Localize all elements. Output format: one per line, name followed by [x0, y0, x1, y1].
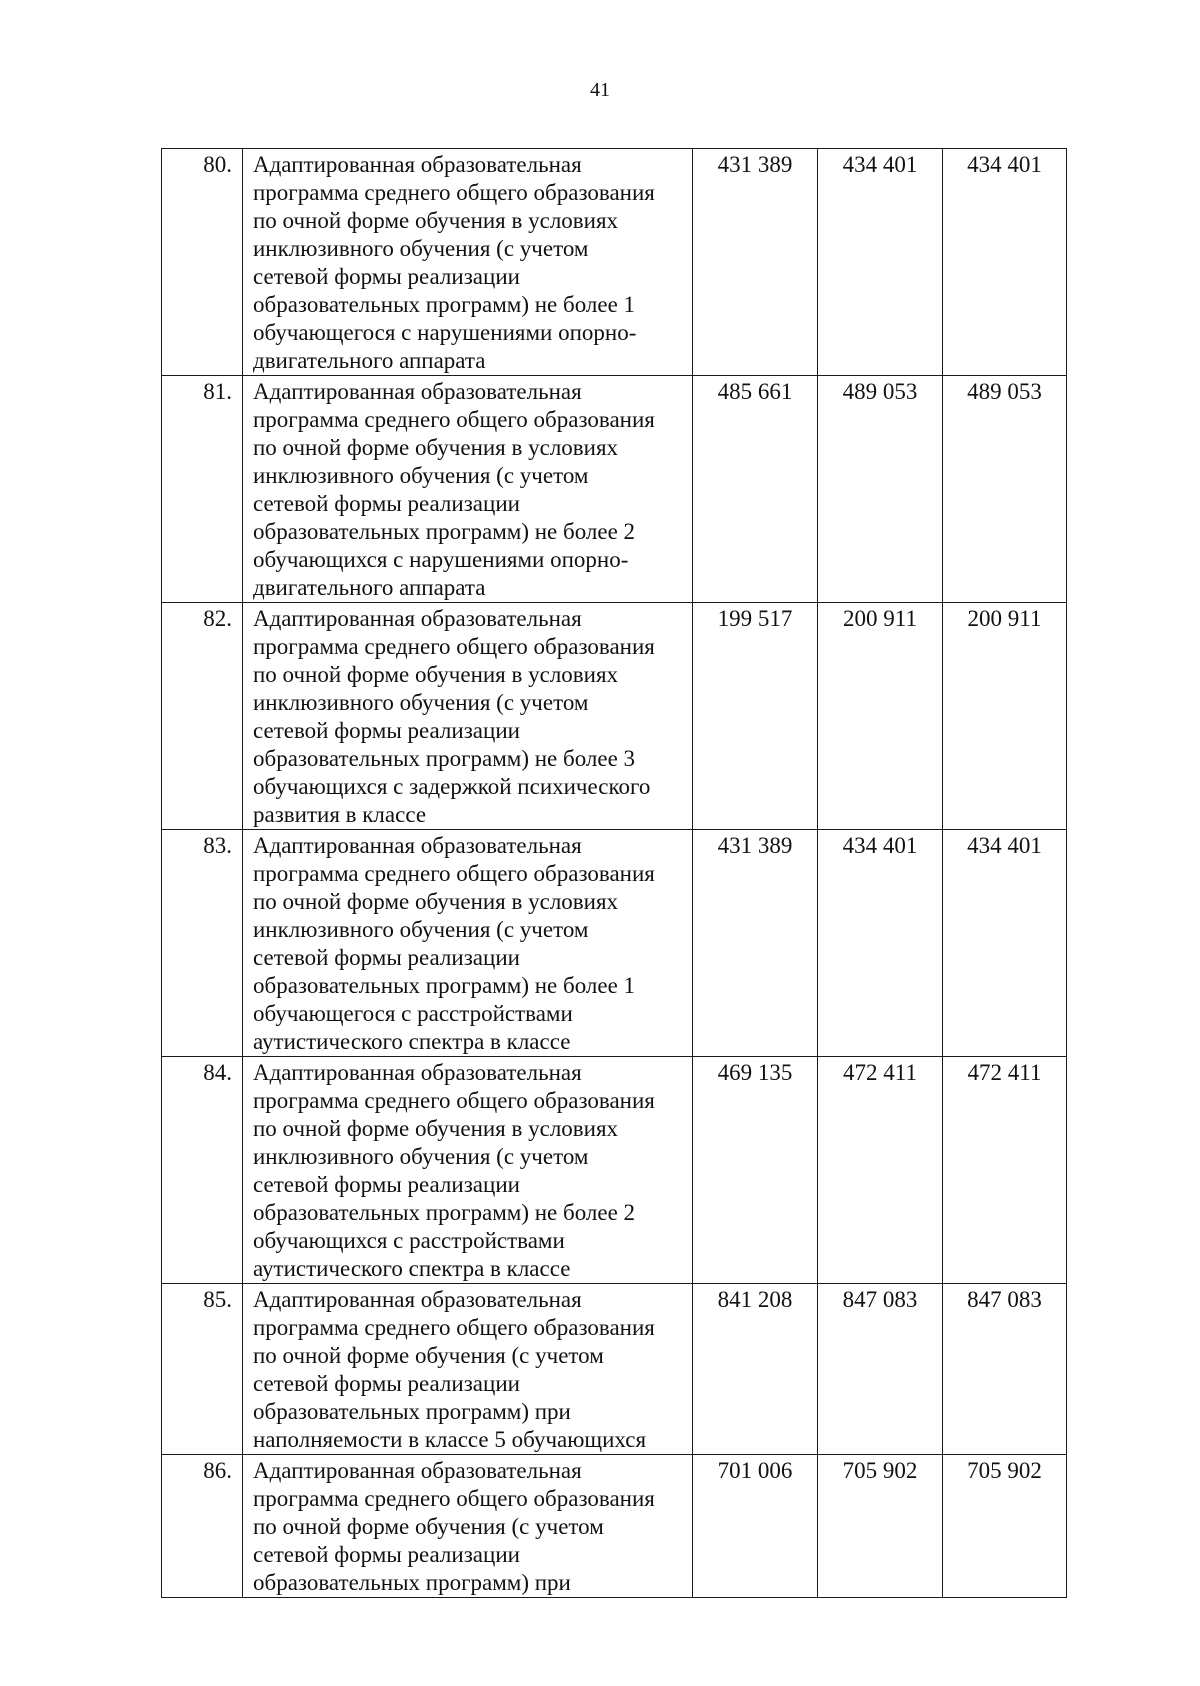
description-line: аутистического спектра в классе — [253, 1256, 571, 1281]
description-line: программа среднего общего образования — [253, 407, 655, 432]
value-cell-3: 705 902 — [943, 1455, 1067, 1598]
description-line: по очной форме обучения в условиях — [253, 1116, 619, 1141]
value-cell-2: 472 411 — [818, 1057, 943, 1284]
description-line: инклюзивного обучения (с учетом — [253, 917, 589, 942]
value-cell-2: 489 053 — [818, 376, 943, 603]
description-line: по очной форме обучения (с учетом — [253, 1343, 604, 1368]
value-cell-3: 200 911 — [943, 603, 1067, 830]
description-line: Адаптированная образовательная — [253, 152, 582, 177]
row-number: 85. — [162, 1284, 243, 1455]
table-row — [162, 376, 1067, 603]
table-row — [162, 1057, 1067, 1284]
value-cell-3: 847 083 — [943, 1284, 1067, 1455]
description-line: программа среднего общего образования — [253, 1486, 655, 1511]
value-cell-2: 705 902 — [818, 1455, 943, 1598]
description-line: образовательных программ) не более 2 — [253, 519, 636, 544]
description-line: сетевой формы реализации — [253, 945, 520, 970]
row-number: 84. — [162, 1057, 243, 1284]
description-line: образовательных программ) при — [253, 1399, 571, 1424]
row-number: 83. — [162, 830, 243, 1057]
description-line: образовательных программ) не более 3 — [253, 746, 636, 771]
description-line: инклюзивного обучения (с учетом — [253, 690, 589, 715]
value-cell-3: 434 401 — [943, 830, 1067, 1057]
table-row — [162, 830, 1067, 1057]
description-line: сетевой формы реализации — [253, 491, 520, 516]
program-description — [243, 149, 693, 376]
description-line: Адаптированная образовательная — [253, 1458, 582, 1483]
description-line: сетевой формы реализации — [253, 1542, 520, 1567]
description-line: инклюзивного обучения (с учетом — [253, 463, 589, 488]
description-line: аутистического спектра в классе — [253, 1029, 571, 1054]
description-line: сетевой формы реализации — [253, 718, 520, 743]
table-row — [162, 1284, 1067, 1455]
value-cell-1: 841 208 — [693, 1284, 818, 1455]
description-line: развития в классе — [253, 802, 427, 827]
description-line: обучающихся с расстройствами — [253, 1228, 565, 1253]
description-line: по очной форме обучения в условиях — [253, 662, 619, 687]
program-description — [243, 1455, 693, 1598]
description-line: Адаптированная образовательная — [253, 1060, 582, 1085]
page-number: 41 — [590, 79, 610, 101]
value-cell-3: 434 401 — [943, 149, 1067, 376]
value-cell-2: 434 401 — [818, 149, 943, 376]
description-line: Адаптированная образовательная — [253, 833, 582, 858]
description-line: двигательного аппарата — [253, 348, 486, 373]
description-line: Адаптированная образовательная — [253, 379, 582, 404]
row-number: 80. — [162, 149, 243, 376]
program-description — [243, 376, 693, 603]
value-cell-1: 485 661 — [693, 376, 818, 603]
description-line: программа среднего общего образования — [253, 861, 655, 886]
description-line: сетевой формы реализации — [253, 1172, 520, 1197]
value-cell-2: 847 083 — [818, 1284, 943, 1455]
value-cell-2: 434 401 — [818, 830, 943, 1057]
value-cell-1: 431 389 — [693, 830, 818, 1057]
table-row — [162, 149, 1067, 376]
value-cell-1: 469 135 — [693, 1057, 818, 1284]
description-line: Адаптированная образовательная — [253, 1287, 582, 1312]
table-row — [162, 603, 1067, 830]
program-description — [243, 603, 693, 830]
value-cell-3: 472 411 — [943, 1057, 1067, 1284]
description-line: образовательных программ) не более 1 — [253, 292, 636, 317]
description-line: Адаптированная образовательная — [253, 606, 582, 631]
description-line: инклюзивного обучения (с учетом — [253, 1144, 589, 1169]
value-cell-2: 200 911 — [818, 603, 943, 830]
description-line: программа среднего общего образования — [253, 1088, 655, 1113]
description-line: инклюзивного обучения (с учетом — [253, 236, 589, 261]
tariff-table — [161, 148, 1067, 1598]
description-line: программа среднего общего образования — [253, 634, 655, 659]
description-line: образовательных программ) при — [253, 1570, 571, 1595]
description-line: сетевой формы реализации — [253, 264, 520, 289]
value-cell-1: 199 517 — [693, 603, 818, 830]
table-body — [162, 149, 1067, 1598]
value-cell-1: 431 389 — [693, 149, 818, 376]
description-line: двигательного аппарата — [253, 575, 486, 600]
description-line: образовательных программ) не более 2 — [253, 1200, 636, 1225]
table-row — [162, 1455, 1067, 1598]
description-line: по очной форме обучения в условиях — [253, 889, 619, 914]
program-description — [243, 1057, 693, 1284]
row-number: 86. — [162, 1455, 243, 1598]
description-line: обучающегося с расстройствами — [253, 1001, 573, 1026]
description-line: по очной форме обучения (с учетом — [253, 1514, 604, 1539]
value-cell-1: 701 006 — [693, 1455, 818, 1598]
description-line: по очной форме обучения в условиях — [253, 208, 619, 233]
description-line: по очной форме обучения в условиях — [253, 435, 619, 460]
description-line: сетевой формы реализации — [253, 1371, 520, 1396]
description-line: программа среднего общего образования — [253, 1315, 655, 1340]
row-number: 81. — [162, 376, 243, 603]
description-line: программа среднего общего образования — [253, 180, 655, 205]
program-description — [243, 830, 693, 1057]
description-line: обучающихся с задержкой психического — [253, 774, 651, 799]
description-line: обучающихся с нарушениями опорно- — [253, 547, 629, 572]
value-cell-3: 489 053 — [943, 376, 1067, 603]
description-line: наполняемости в классе 5 обучающихся — [253, 1427, 647, 1452]
description-line: обучающегося с нарушениями опорно- — [253, 320, 637, 345]
row-number: 82. — [162, 603, 243, 830]
description-line: образовательных программ) не более 1 — [253, 973, 636, 998]
program-description — [243, 1284, 693, 1455]
